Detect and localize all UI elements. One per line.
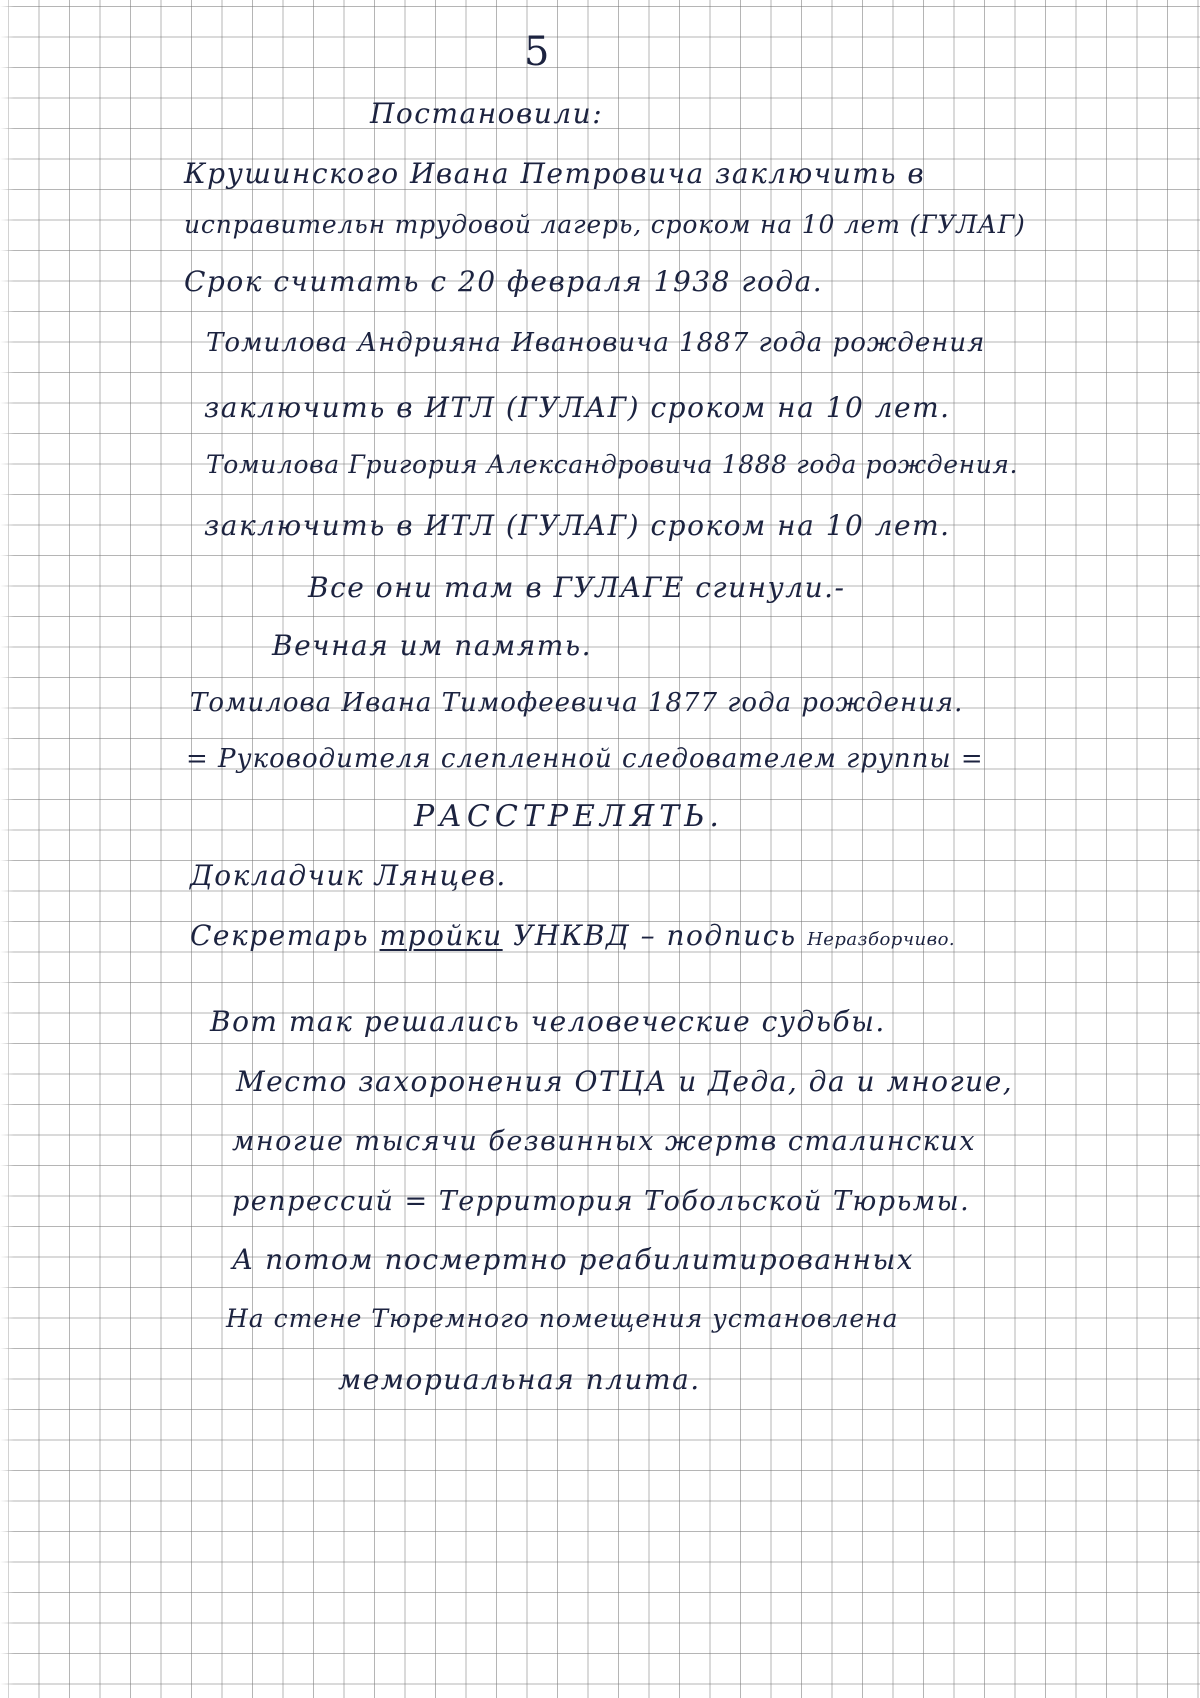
text-line: На стене Тюремного помещения установлена bbox=[226, 1304, 899, 1333]
secretary-illegible-note: Неразборчиво. bbox=[807, 929, 956, 950]
text-line: А потом посмертно реабилитированных bbox=[232, 1243, 915, 1276]
text-line: Место захоронения ОТЦА и Деда, да и многие, bbox=[236, 1065, 1014, 1098]
text-line: Томилова Ивана Тимофеевича 1877 года рождения. bbox=[190, 688, 964, 718]
secretary-rest: УНКВД – подпись bbox=[513, 919, 797, 952]
page-edge bbox=[0, 0, 14, 1698]
text-line: Вот так решались человеческие судьбы. bbox=[210, 1005, 886, 1038]
text-line: многие тысячи безвинных жертв сталинских bbox=[232, 1126, 976, 1157]
text-line: Томилова Григория Александровича 1888 года рождения. bbox=[206, 450, 1019, 479]
text-line: Крушинского Ивана Петровича заключить в bbox=[184, 157, 926, 190]
text-line: репрессий = Территория Тобольской Тюрьмы. bbox=[232, 1186, 971, 1217]
text-line: = Руководителя слепленной следователем группы = bbox=[186, 744, 984, 774]
text-line: заключить в ИТЛ (ГУЛАГ) сроком на 10 лет. bbox=[204, 509, 951, 542]
text-line: Вечная им память. bbox=[272, 629, 592, 662]
text-line: Срок считать с 20 февраля 1938 года. bbox=[184, 265, 824, 298]
text-line: Докладчик Лянцев. bbox=[190, 859, 507, 892]
text-line: заключить в ИТЛ (ГУЛАГ) сроком на 10 лет. bbox=[204, 391, 951, 424]
heading: Постановили: bbox=[370, 97, 604, 130]
secretary-label: Секретарь bbox=[190, 919, 370, 952]
text-line: исправительн трудовой лагерь, сроком на 10 лет (ГУЛАГ) bbox=[184, 210, 1026, 239]
page-number: 5 bbox=[524, 29, 550, 75]
text-line: Все они там в ГУЛАГЕ сгинули.- bbox=[308, 571, 846, 604]
text-line: мемориальная плита. bbox=[338, 1363, 701, 1396]
secretary-underlined-word: тройки bbox=[379, 919, 503, 952]
text-line: Томилова Андрияна Ивановича 1887 года рождения bbox=[206, 328, 986, 358]
secretary-line bbox=[190, 919, 956, 952]
sentence-word: РАССТРЕЛЯТЬ. bbox=[414, 799, 724, 834]
